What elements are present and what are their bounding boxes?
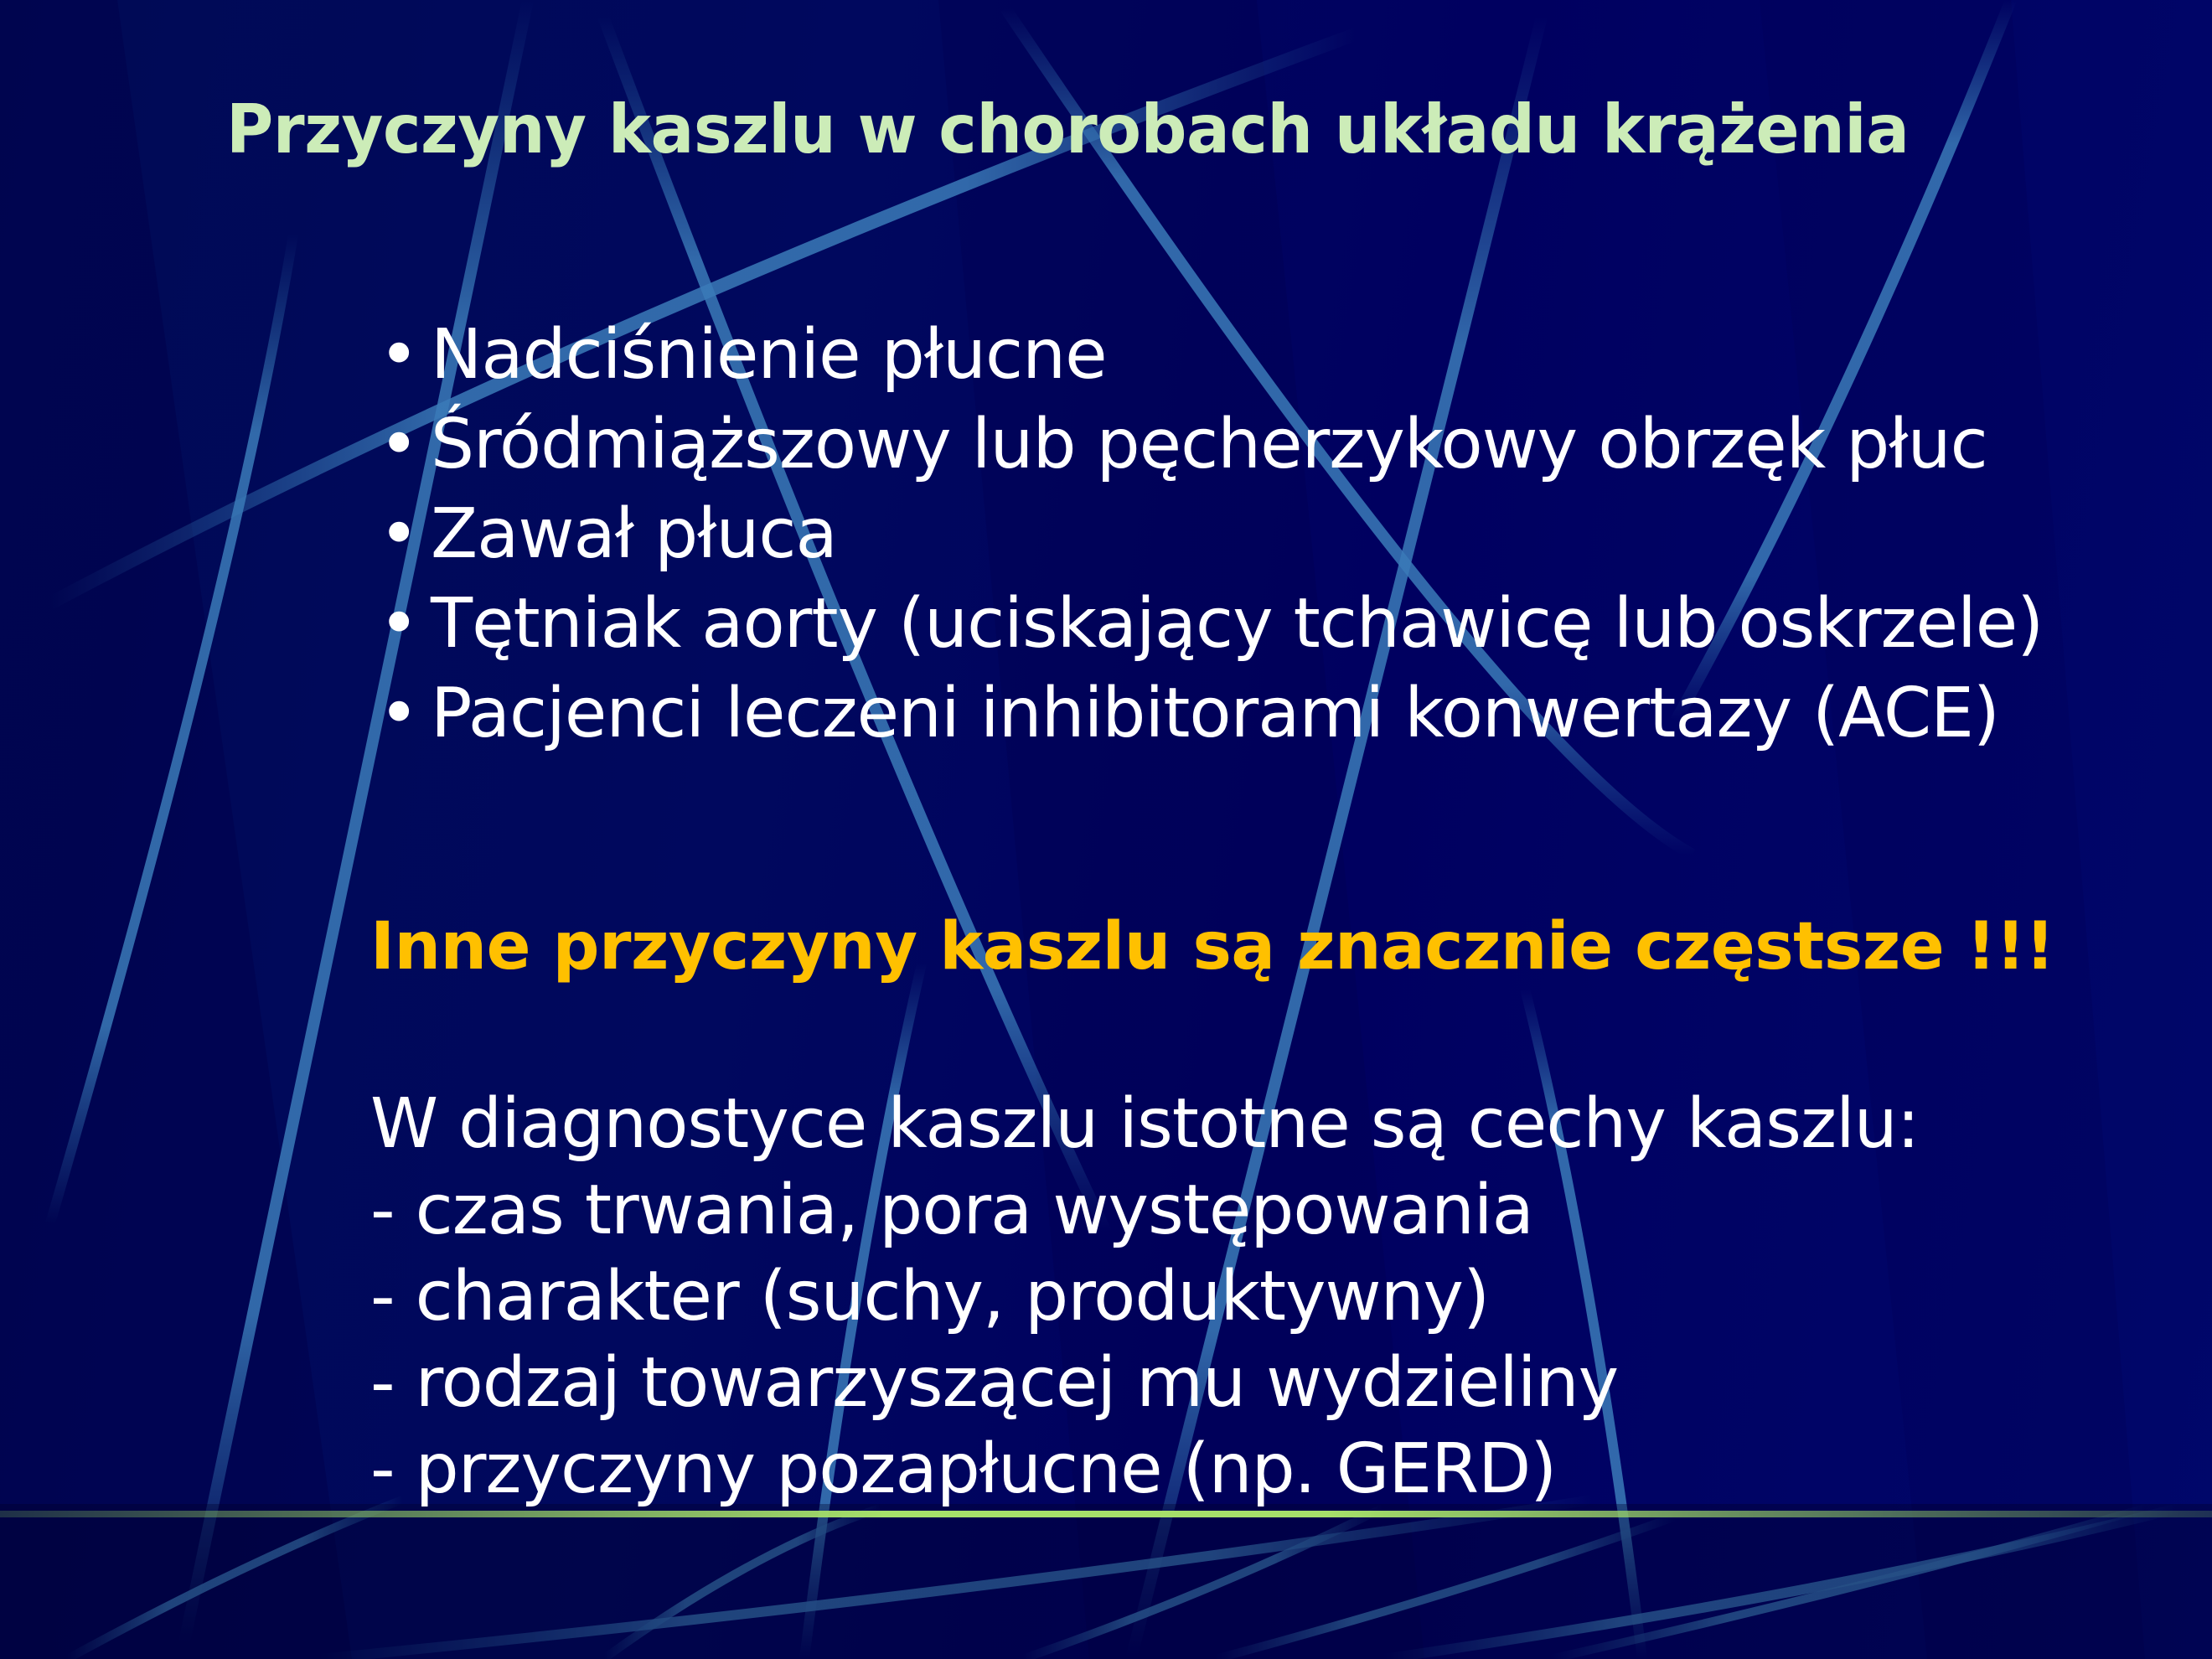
- list-item: - charakter (suchy, produktywny): [370, 1257, 1490, 1336]
- list-item-text: Śródmiąższowy lub pęcherzykowy obrzęk płuc: [431, 405, 1987, 484]
- list-item-text: Pacjenci leczeni inhibitorami konwertazy (ACE): [431, 674, 1999, 753]
- slide-title: Przyczyny kaszlu w chorobach układu krążenia: [226, 90, 1910, 168]
- list-item: [379, 400, 2043, 489]
- diagnostics-section: [370, 1081, 1919, 1512]
- causes-list: [379, 310, 2043, 758]
- bullet-icon: •: [379, 315, 419, 395]
- bullet-icon: •: [379, 674, 419, 753]
- diagnostics-list: [370, 1167, 1919, 1512]
- list-item-text: Zawał płuca: [431, 494, 837, 574]
- list-item: [379, 489, 2043, 579]
- list-item: - przyczyny pozapłucne (np. GERD): [370, 1429, 1557, 1509]
- diagnostics-intro: W diagnostyce kaszlu istotne są cechy kaszlu:: [370, 1084, 1920, 1164]
- bullet-icon: •: [379, 494, 419, 574]
- list-item: - rodzaj towarzyszącej mu wydzieliny: [370, 1343, 1619, 1423]
- list-item: - czas trwania, pora występowania: [370, 1171, 1533, 1250]
- list-item-text: Nadciśnienie płucne: [431, 315, 1107, 395]
- bullet-icon: •: [379, 584, 419, 664]
- callout-text: Inne przyczyny kaszlu są znacznie częstsze !!!: [370, 909, 2055, 985]
- bullet-icon: •: [379, 405, 419, 484]
- list-item: [379, 579, 2043, 669]
- list-item: [379, 310, 2043, 400]
- list-item-text: Tętniak aorty (uciskający tchawicę lub oskrzele): [431, 584, 2044, 664]
- footer-band: [0, 1504, 2212, 1659]
- list-item: [379, 669, 2043, 758]
